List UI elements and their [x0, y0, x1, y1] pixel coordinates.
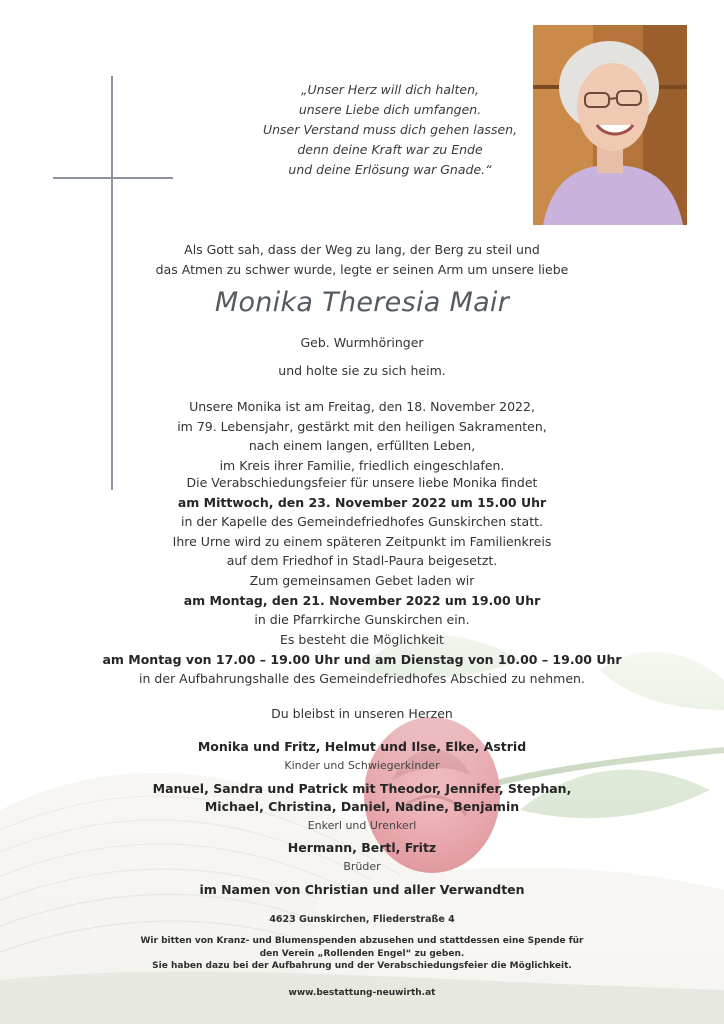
poem-line: denn deine Kraft war zu Ende [297, 142, 483, 157]
prayer-date: am Montag, den 21. November 2022 um 19.00 Uhr [183, 592, 541, 608]
death-notice [62, 397, 662, 475]
closing-line: Du bleibst in unseren Herzen [271, 706, 453, 721]
website-link[interactable]: www.bestattung-neuwirth.at [288, 988, 436, 998]
grandchildren-label: Enkerl und Urenkerl [307, 819, 417, 832]
viewing-info [40, 630, 684, 689]
brothers-label: Brüder [343, 860, 381, 873]
intro-line: Als Gott sah, dass der Weg zu lang, der Berg zu steil und [184, 242, 540, 257]
viewing-line: Es besteht die Möglichkeit [280, 632, 444, 647]
poem-line: Unser Verstand muss dich gehen lassen, [262, 122, 518, 137]
birth-name: Geb. Wurmhöringer [300, 335, 424, 350]
farewell-line: auf dem Friedhof in Stadl-Paura beigesetzt. [226, 553, 498, 568]
notice-line: im Kreis ihrer Familie, friedlich eingeschlafen. [219, 457, 505, 473]
donation-line: Wir bitten von Kranz- und Blumenspenden abzusehen und stattdessen eine Spende für [140, 936, 584, 946]
children-label: Kinder und Schwiegerkinder [284, 759, 440, 772]
notice-line: Unsere Monika ist am Freitag, den 18. November 2022, [189, 399, 535, 414]
brothers-names: Hermann, Bertl, Fritz [287, 840, 437, 855]
donation-line: Sie haben dazu bei der Aufbahrung und der Verabschiedungsfeier die Möglichkeit. [152, 961, 572, 971]
after-name-text: und holte sie zu sich heim. [278, 363, 446, 378]
prayer-line: in die Pfarrkirche Gunskirchen ein. [254, 612, 470, 627]
farewell-ceremony [62, 473, 662, 571]
viewing-times: am Montag von 17.00 – 19.00 Uhr und am Dienstag von 10.00 – 19.00 Uhr [102, 651, 622, 667]
intro-line: das Atmen zu schwer wurde, legte er seinen Arm um unsere liebe [155, 261, 569, 277]
farewell-line: Die Verabschiedungsfeier für unsere liebe Monika findet [186, 475, 538, 490]
poem-line: und deine Erlösung war Gnade.“ [288, 162, 492, 177]
farewell-line: Ihre Urne wird zu einem späteren Zeitpunkt im Familienkreis [172, 533, 552, 549]
poem-line: unsere Liebe dich umfangen. [298, 102, 482, 117]
grandchildren-names-1: Manuel, Sandra und Patrick mit Theodor, Jennifer, Stephan, [152, 781, 572, 796]
viewing-line: in der Aufbahrungshalle des Gemeindefriedhofes Abschied zu nehmen. [139, 671, 585, 686]
poem [240, 80, 540, 180]
deceased-name: Monika Theresia Mair [214, 287, 510, 318]
farewell-line: in der Kapelle des Gemeindefriedhofes Gunskirchen statt. [181, 514, 543, 529]
farewell-date: am Mittwoch, den 23. November 2022 um 15.00 Uhr [177, 494, 547, 510]
portrait-photo [533, 25, 687, 225]
cross-horizontal-bar [53, 177, 173, 179]
funeral-address: 4623 Gunskirchen, Fliederstraße 4 [269, 914, 455, 925]
donation-text [62, 935, 662, 973]
grandchildren-names-2: Michael, Christina, Daniel, Nadine, Benjamin [204, 799, 520, 814]
poem-line: „Unser Herz will dich halten, [301, 82, 479, 97]
relatives-line: im Namen von Christian und aller Verwandten [199, 882, 525, 897]
intro-text [62, 240, 662, 279]
children-names: Monika und Fritz, Helmut und Ilse, Elke, Astrid [197, 739, 527, 754]
notice-line: nach einem langen, erfüllten Leben, [248, 438, 476, 453]
prayer-invitation [62, 571, 662, 630]
prayer-line: Zum gemeinsamen Gebet laden wir [249, 573, 475, 588]
notice-line: im 79. Lebensjahr, gestärkt mit den heiligen Sakramenten, [177, 418, 547, 434]
donation-line: den Verein „Rollenden Engel“ zu geben. [259, 948, 465, 959]
